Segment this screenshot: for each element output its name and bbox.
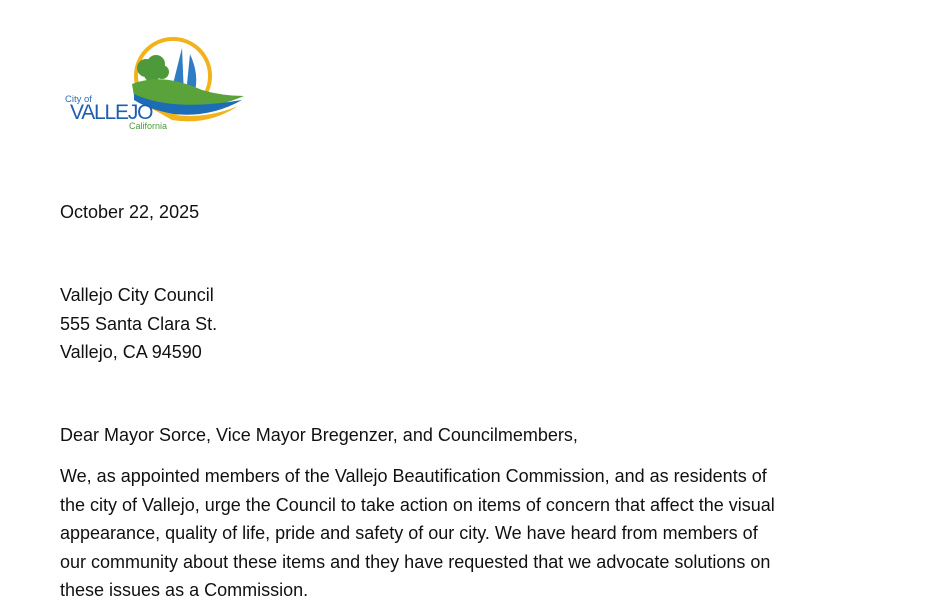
body-line: appearance, quality of life, pride and safety of our city. We have heard from members of bbox=[60, 523, 758, 544]
recipient-address bbox=[60, 281, 217, 367]
logo-city-name: VALLEJO bbox=[70, 101, 153, 124]
body-line: the city of Vallejo, urge the Council to take action on items of concern that affect the visual bbox=[60, 494, 775, 515]
body-line: these issues as a Commission. bbox=[60, 580, 309, 601]
letter-salutation: Dear Mayor Sorce, Vice Mayor Bregenzer, and Councilmembers, bbox=[60, 425, 578, 445]
city-logo bbox=[62, 34, 246, 136]
letter-body-paragraph bbox=[60, 462, 860, 605]
letter-date: October 22, 2025 bbox=[60, 202, 200, 222]
body-line: our community about these items and they have requested that we advocate solutions on bbox=[60, 551, 771, 572]
logo-city-of-text: City of bbox=[65, 94, 92, 105]
recipient-line: Vallejo City Council bbox=[60, 285, 214, 305]
recipient-line: Vallejo, CA 94590 bbox=[60, 342, 202, 363]
body-line: We, as appointed members of the Vallejo Beautification Commission, and as residents of bbox=[60, 466, 767, 486]
logo-state-text: California bbox=[129, 121, 168, 131]
recipient-line: 555 Santa Clara St. bbox=[60, 313, 218, 334]
